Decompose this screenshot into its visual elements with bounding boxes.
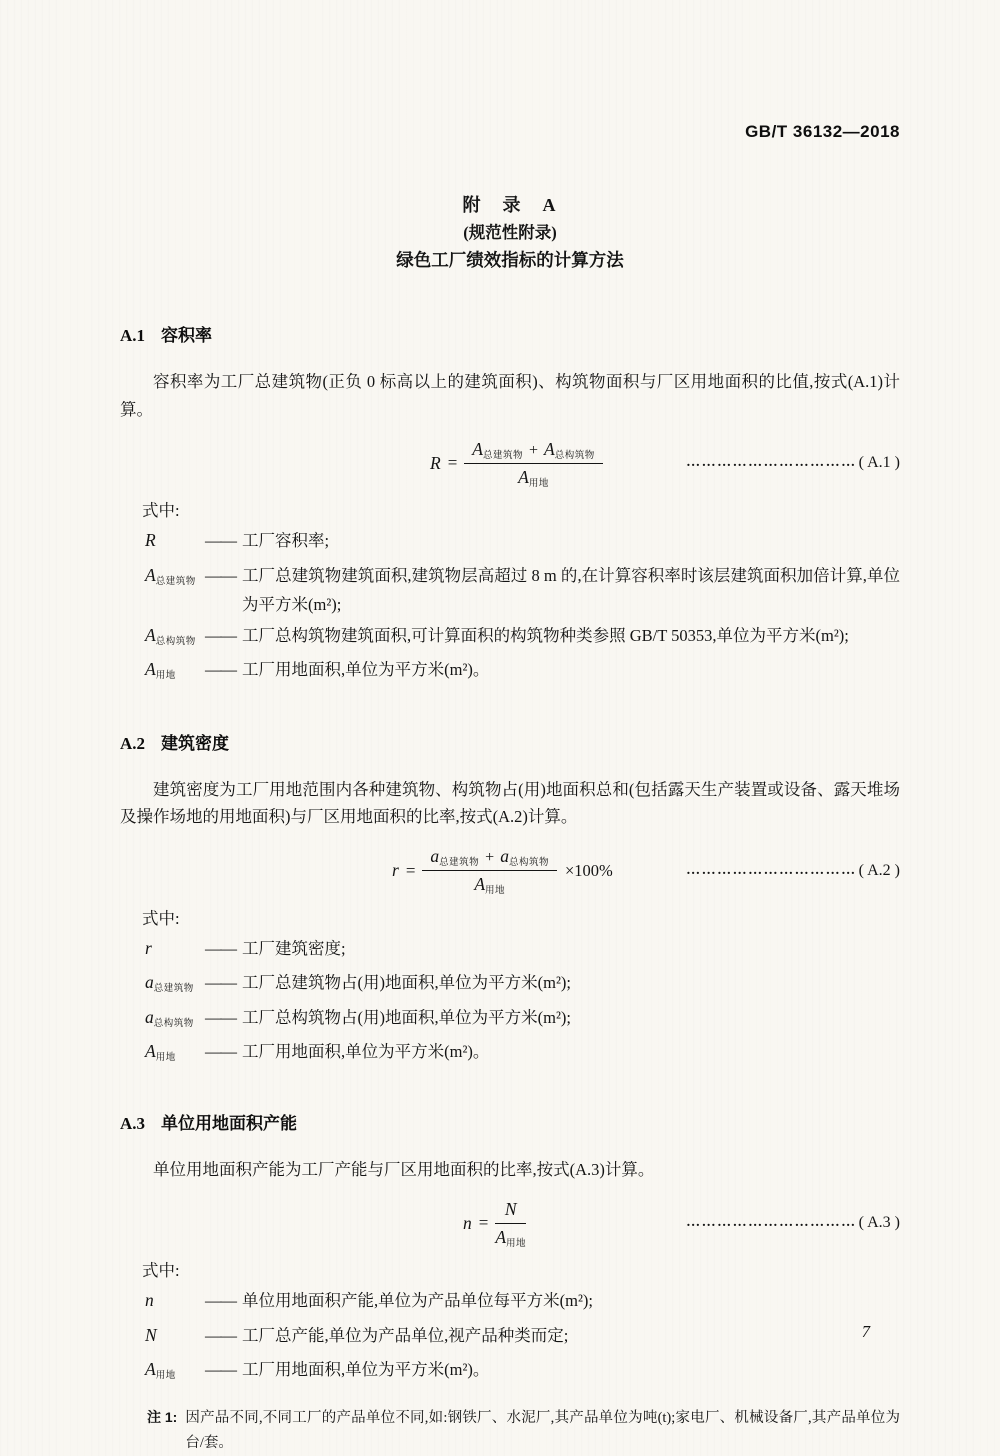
definition-desc: 工厂建筑密度;	[242, 938, 346, 958]
fraction	[464, 439, 602, 488]
equation-lhs: R	[430, 452, 441, 473]
plus-sign: +	[485, 849, 495, 866]
equals-sign: =	[447, 453, 458, 472]
definition-row	[145, 1286, 900, 1320]
definition-term: r	[145, 937, 152, 958]
equation-lhs: r	[392, 860, 399, 880]
subscript: 用地	[506, 1238, 527, 1249]
fraction	[495, 1199, 526, 1248]
variable: A	[518, 466, 529, 487]
subscript: 总构筑物	[508, 858, 549, 868]
definition-dash: ——	[205, 1042, 236, 1061]
equation-number: ( A.1 )	[858, 454, 900, 471]
definition-desc: 工厂总构筑物建筑面积,可计算面积的构筑物种类参照 GB/T 50353,单位为平方米(m²);	[242, 625, 849, 645]
definition-desc: 工厂用地面积,单位为平方米(m²)。	[242, 660, 490, 679]
definition-term: N	[145, 1324, 157, 1345]
definition-term: A用地	[145, 1359, 176, 1381]
subscript: 总建筑物	[483, 450, 524, 461]
fraction	[422, 846, 557, 895]
equals-sign: =	[478, 1213, 489, 1232]
definition-row	[145, 655, 900, 689]
subscript: 用地	[485, 886, 506, 896]
where-label: 式中:	[142, 908, 180, 928]
section-id: A.1	[120, 326, 146, 345]
equals-sign: =	[405, 860, 416, 880]
definition-dash: ——	[205, 1360, 236, 1379]
definition-term: A用地	[145, 1041, 176, 1063]
section-heading	[120, 729, 900, 754]
plus-sign: +	[529, 441, 539, 459]
appendix-subtitle: (规范性附录)	[463, 223, 557, 242]
definition-desc: 工厂总构筑物占(用)地面积,单位为平方米(m²);	[242, 1007, 571, 1027]
definition-desc: 工厂用地面积,单位为平方米(m²)。	[242, 1360, 490, 1379]
definition-dash: ——	[205, 1007, 236, 1027]
where-label: 式中:	[142, 1261, 180, 1280]
equation	[463, 1199, 526, 1248]
formula-a1	[120, 437, 900, 489]
definition-term: n	[145, 1290, 154, 1310]
formula-a3	[120, 1197, 900, 1249]
section-a2	[120, 729, 900, 1071]
variable: A	[474, 874, 486, 894]
appendix-title-block	[120, 192, 900, 275]
definition-dash: ——	[205, 973, 236, 992]
where-label: 式中:	[142, 501, 180, 520]
section-id: A.3	[120, 1113, 146, 1133]
definition-row	[145, 561, 900, 620]
formula-a2	[120, 845, 900, 897]
appendix-heading: 绿色工厂绩效指标的计算方法	[396, 250, 624, 270]
note-label: 注 1:	[147, 1408, 178, 1425]
subscript: 总建筑物	[439, 858, 480, 868]
definition-dash: ——	[205, 625, 236, 645]
equation	[392, 846, 613, 895]
section-heading-text: 单位用地面积产能	[161, 1113, 298, 1133]
note-text: 因产品不同,不同工厂的产品单位不同,如:钢铁厂、水泥厂,其产品单位为吨(t);家电厂、机械设备厂,其产品单位为台/套。	[185, 1409, 900, 1451]
section-heading-text: 建筑密度	[161, 733, 230, 753]
appendix-title: 附 录 A	[462, 195, 558, 215]
variable: N	[504, 1198, 517, 1219]
definition-desc: 工厂总产能,单位为产品单位,视产品种类而定;	[242, 1325, 569, 1345]
section-heading-text: 容积率	[161, 326, 213, 345]
section-a1	[120, 321, 900, 689]
dotted-leader: ……………………………	[686, 455, 857, 470]
standard-number-header: GB/T 36132—2018	[745, 122, 900, 141]
note	[147, 1405, 900, 1456]
page-number: 7	[861, 1322, 870, 1341]
definition-row	[145, 526, 900, 560]
dotted-leader: ……………………………	[686, 1215, 857, 1230]
subscript: 总构筑物	[554, 450, 595, 461]
equation-number: ( A.3 )	[858, 1214, 900, 1231]
definition-dash: ——	[205, 938, 236, 958]
denominator	[495, 1224, 526, 1248]
definition-dash: ——	[205, 1291, 236, 1310]
section-id: A.2	[120, 733, 146, 753]
definition-term: a总建筑物	[145, 972, 194, 994]
definition-term: A总建筑物	[145, 564, 196, 587]
definition-row	[145, 1355, 900, 1389]
variable: a	[500, 846, 509, 866]
definition-list	[145, 934, 900, 1071]
definition-row	[145, 621, 900, 655]
variable: a	[430, 846, 440, 866]
definition-row	[145, 968, 900, 1002]
equation-lhs: n	[463, 1212, 472, 1233]
numerator	[495, 1199, 526, 1224]
variable: A	[495, 1226, 507, 1247]
definition-term: R	[145, 530, 156, 550]
equation	[430, 439, 603, 488]
definition-dash: ——	[205, 660, 236, 679]
subscript: 用地	[528, 478, 549, 489]
section-intro: 建筑密度为工厂用地范围内各种建筑物、构筑物占(用)地面积总和(包括露天生产装置或设备、露天堆场及操作场地的用地面积)与厂区用地面积的比率,按式(A.2)计算。	[120, 779, 900, 826]
definition-row	[145, 1321, 900, 1355]
definition-row	[145, 1003, 900, 1037]
definition-list	[145, 1286, 900, 1389]
section-intro: 单位用地面积产能为工厂产能与厂区用地面积的比率,按式(A.3)计算。	[153, 1159, 655, 1179]
denominator	[422, 871, 557, 895]
definition-desc: 单位用地面积产能,单位为产品单位每平方米(m²);	[242, 1291, 593, 1310]
definition-term: A用地	[145, 659, 176, 681]
definition-desc: 工厂总建筑物占(用)地面积,单位为平方米(m²);	[242, 973, 571, 992]
equation-number: ( A.2 )	[858, 861, 900, 879]
variable: A	[544, 438, 555, 459]
variable: A	[472, 438, 483, 459]
numerator	[422, 846, 557, 871]
definition-term: A总构筑物	[145, 624, 196, 647]
numerator	[464, 439, 602, 464]
section-intro: 容积率为工厂总建筑物(正负 0 标高以上的建筑面积)、构筑物面积与厂区用地面积的比值,按式(A.1)计算。	[120, 372, 900, 419]
definition-desc: 工厂总建筑物建筑面积,建筑物层高超过 8 m 的,在计算容积率时该层建筑面积加倍计算,单位为平方米(m²);	[242, 565, 900, 614]
definition-row	[145, 934, 900, 968]
definition-desc: 工厂容积率;	[242, 531, 330, 550]
definition-row	[145, 1037, 900, 1071]
formula-suffix: ×100%	[564, 860, 613, 880]
section-a3	[120, 1109, 900, 1389]
section-heading	[120, 1109, 900, 1134]
definition-dash: ——	[205, 1325, 236, 1345]
denominator	[464, 464, 602, 488]
section-heading	[120, 321, 900, 346]
definition-term: a总构筑物	[145, 1006, 194, 1029]
definition-dash: ——	[205, 531, 236, 550]
definition-list	[145, 526, 900, 689]
definition-desc: 工厂用地面积,单位为平方米(m²)。	[242, 1042, 490, 1061]
definition-dash: ——	[205, 565, 236, 585]
dotted-leader: ……………………………	[686, 862, 857, 878]
